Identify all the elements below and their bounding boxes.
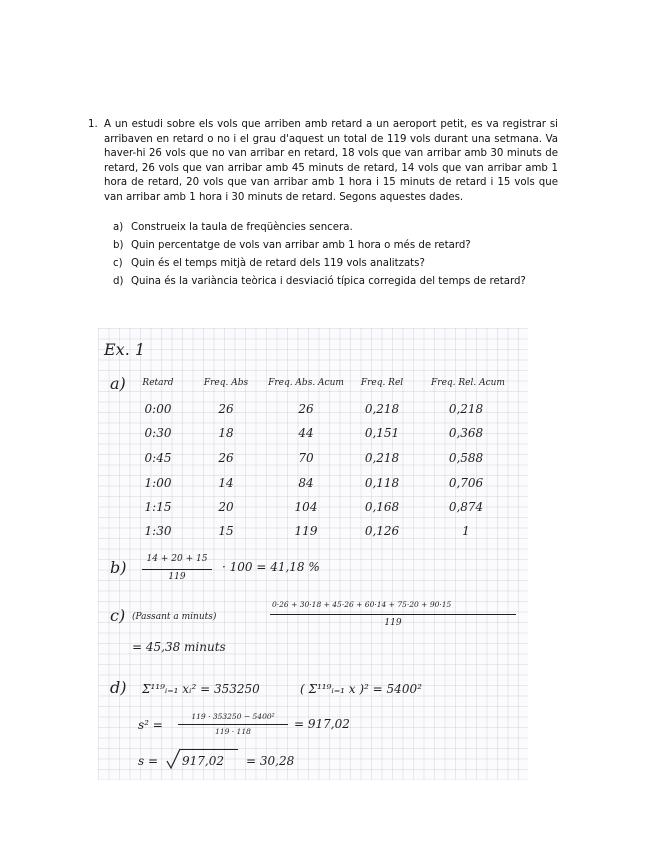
table-cell: 0,588 [448,451,484,465]
part-d-label: d) [110,678,127,697]
part-c-numerator: 0·26 + 30·18 + 45·26 + 60·14 + 75·20 + 90·15 [272,600,452,609]
subquestion-c [113,258,425,269]
table-header-freq-abs: Freq. Abs [203,378,249,388]
table-cell: 0,126 [364,524,400,538]
table-cell: 104 [294,500,318,514]
table-cell: 0,874 [448,500,484,514]
table-cell: 0,218 [364,402,400,416]
part-b-result: · 100 = 41,18 % [222,560,320,574]
subquestion-b [113,240,471,251]
part-b-numerator: 14 + 20 + 15 [146,554,208,564]
table-cell: 26 [218,402,234,416]
table-cell: 1 [462,524,470,538]
table-cell: 1:15 [144,500,172,514]
part-d-variance-numerator: 119 · 353250 − 5400² [191,712,275,721]
table-cell: 0:00 [144,402,172,416]
table-cell: 26 [298,402,314,416]
table-cell: 44 [298,426,314,440]
table-cell: 15 [218,524,234,538]
handwritten-solution-sheet [98,328,528,780]
subquestion-text: Quin percentatge de vols van arribar amb 1 hora o més de retard? [131,240,471,251]
part-b-label: b) [110,558,127,577]
subquestion-d [113,276,526,287]
subquestion-label: b) [113,240,124,251]
table-cell: 14 [218,476,234,490]
problem-text: A un estudi sobre els vols que arriben amb retard a un aeroport petit, es va registrar si arribaven en retard o no i el grau d'aquest un total de 119 vols durant una setmana. Va haver-hi 26 vols que no van arribar en retard, 18 vols que van arribar amb 30 minuts de retard, 26 vols que van arribar amb 45 minuts de retard, 14 vols que van arribar amb 1 hora de retard, 20 vols que van arribar amb 1 hora i 15 minuts de retard i 15 vols que van arribar amb 1 hora i 30 minuts de retard. Segons aquestes dades. [104,119,558,203]
subquestion-a [113,222,353,233]
subquestion-text: Quina és la variància teòrica i desviació típica corregida del temps de retard? [131,276,526,287]
table-cell: 0,368 [448,426,484,440]
part-c-label: c) [110,606,126,625]
part-d-square-of-sum: ( Σ¹¹⁹ᵢ₌₁ x )² = 5400² [300,682,422,696]
part-d-variance-result: = 917,02 [294,717,350,731]
part-c-denominator: 119 [384,618,402,628]
subquestion-label: d) [113,276,124,287]
table-header-freq-rel: Freq. Rel [360,378,404,388]
table-cell: 84 [298,476,314,490]
part-a-label: a) [110,374,126,393]
table-header-freq-rel-acum: Freq. Rel. Acum [431,378,505,388]
solution-title: Ex. 1 [104,340,146,359]
table-cell: 0:45 [144,451,172,465]
fraction-bar [178,724,288,725]
part-b-denominator: 119 [168,572,186,582]
part-d-stddev-radicand: 917,02 [182,754,224,768]
part-d-variance-label: s² = [138,718,163,732]
table-cell: 0,118 [364,476,400,490]
square-root-icon [166,748,182,770]
subquestion-label: a) [113,222,124,233]
table-cell: 1:00 [144,476,172,490]
table-cell: 119 [294,524,318,538]
part-d-variance-denominator: 119 · 118 [215,727,251,736]
square-root-bar [180,749,238,750]
part-d-stddev-label: s = [138,754,159,768]
part-d-sum-squares: Σ¹¹⁹ᵢ₌₁ xᵢ² = 353250 [142,682,260,696]
table-cell: 20 [218,500,234,514]
part-c-note: (Passant a minuts) [132,612,217,622]
subquestion-text: Construeix la taula de freqüències sencera. [131,222,353,233]
part-d-stddev-result: = 30,28 [246,754,295,768]
fraction-bar [142,569,212,570]
table-header-retard: Retard [142,378,174,388]
table-cell: 1:30 [144,524,172,538]
table-cell: 0,151 [364,426,400,440]
fraction-bar [270,614,516,615]
table-cell: 18 [218,426,234,440]
problem-statement [88,118,558,206]
table-cell: 26 [218,451,234,465]
table-cell: 0,706 [448,476,484,490]
table-cell: 0,218 [448,402,484,416]
subquestion-label: c) [113,258,123,269]
problem-number: 1. [88,119,98,130]
table-cell: 0,218 [364,451,400,465]
table-cell: 0:30 [144,426,172,440]
subquestion-text: Quin és el temps mitjà de retard dels 119 vols analitzats? [131,258,425,269]
part-c-result: = 45,38 minuts [132,640,226,654]
table-cell: 70 [298,451,314,465]
table-header-freq-abs-acum: Freq. Abs. Acum [268,378,344,388]
table-cell: 0,168 [364,500,400,514]
